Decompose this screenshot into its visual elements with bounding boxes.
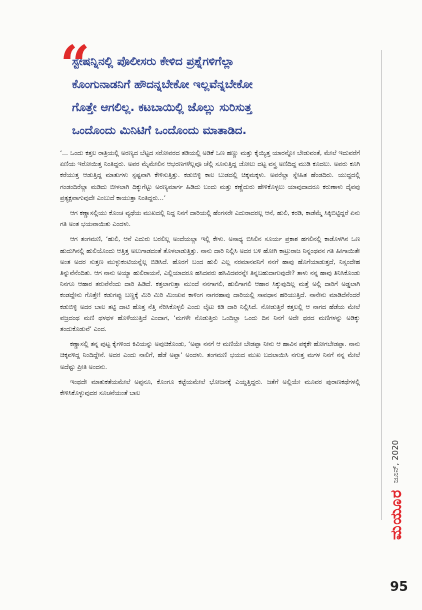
- body-paragraph: ಕಣ್ಣಾಸಲ್ಲಿ ತನ್ನ ಪುಟ್ಟ ಕೈಗಳಿಂದ ಕಿವಿಯನ್ನು ಅವುಚಿಕೊಂಡು, ‘ಅಪ್ಪಾ ನನಗೆ ಆ ಮಣಿಯೇ ಬೇಡಪ್ಪಾ ನೀನು ಆ ಹಾವಿನ ಪಕ್ಕಕೇ ಹೋಗಬೇಡಪ್ಪಾ. ನಾನು ಚಿಕ್ಕವಳಿದ್ದ ನಿಂದಿದ್ದೇನೆ. ಅದರ ಎಂದು ನಾಲಿಗೆ, ಹೆಡೆ ಅಪ್ಪಾ’ ಅಂದಳು. ತಂಗಮಣಿ ಭಯದ ಮುಖ ಬದಲಾಯಿಸಿ ನಗುತ್ತ ಮಗಳ ನಿನಗೆ ನನ್ನ ಮೇಲೆ ಅದೆಷ್ಟು ಪ್ರೀತಿ ಅಂದನು.: [60, 341, 360, 371]
- body-paragraph: ‘... ಒಂದು ಕತ್ತಲ ರಾತ್ರಿಯಲ್ಲಿ ಅರಣ್ಯದ ಬೆಟ್ಟದ ಸರೋವರದ ತಡಿಯಲ್ಲಿ ಅಡಿಕೆ ಒಣ ಹಣ್ಣು ಮತ್ತು ಕೈಯ್ಯಿತ್ತ ಯಾರನ್ನೋ ಬೇಡುವಂತೆ, ಮೇಲೆ ಇದುವರೆಗೆ ಏಣಿಯ ಇರೋಯಿತ್ತ ನಿಂತಿದ್ದರು. ಅವರ ಮೈಮೇಲಿನ ಆಭರಣಗಳೆಲ್ಲವೂ ಚೆಲ್ಲಿ ಸೂಸುತ್ತಿದ್ದ ಜೋಲು ದಟ್ಟ ವಸ್ತ್ರ ಅಣಿದಿದ್ದ ಮುಡಿ ಕೂದಲು. ಅವರು ಕೂಗಿ ಕರೆಯುತ್ತ ಆಡುತ್ತಿದ್ದ ಮಾತುಗಳು ಸ್ಪಷ್ಟವಾಗಿ ಕೇಳಿಸುತ್ತಿತ್ತು. ಕಡುಬಿಳ್ಳಿ ಕಾಲ ಬುಡದಲ್ಲಿ ಚಿಕ್ಕಮಕ್ಕಳು. ಅವರೆಲ್ಲಾ ಸ್ನೇಹಿತ ಹೆಂಡದಿರು. ಯುದ್ಧದಲ್ಲಿ ಗಂಡಂದಿರೆಲ್ಲಾ ಮಡಿದು ಬೀಳಲಾಗಿ ದಿಕ್ಕುಗೆಟ್ಟು ಅರಣ್ಯಮಾರ್ಗ ಹಿಡಿದು ಬಂದು ಮತ್ತು ಕಣ್ಣೆದುರು ಹೇಳಿಕೊಳ್ಳಲು ಯಾವುದಾದರೂ ಕರುಣಾಳು ದೈವವು ಪ್ರತ್ಯಕ್ಷವಾಗುವುದೇ ಎಂಬುದೆ ಕಾಯುತ್ತಾ ನಿಂತಿದ್ದರು...’: [60, 150, 360, 202]
- page-number: 95: [389, 580, 409, 595]
- pull-quote-line: ಕೊಂಗುನಾಡನಿಗೆ ಹೌದನ್ನಬೇಕೋ ಇಲ್ಲವೆನ್ನಬೇಕೋ: [72, 77, 253, 91]
- pull-quote: [60, 35, 372, 142]
- magazine-logo: ಮಯೂರ: [387, 488, 405, 540]
- body-paragraph: ಇಂಥದೇ ಮಾತುಕತೆಯಮೇಲೆ ಅಪ್ಪನೂ, ಕೊಂಗೂ ಕಟ್ಟೆಯಮೇಲೆ ಭೋಜನಕ್ಕೆ ಎಯ್ದತ್ತಿದ್ದರು. ಜತೆಗೆ ಅಲ್ಲಿಯೇ ಮೂವರ ಪುರಾಣಕಥೆಗಳಲ್ಲಿ ಕೇಳಿಸಿಕೊಳ್ಳುವುದರ ಸೂಚನೆಯಂತೆ ಬಾಲ: [60, 378, 360, 398]
- issue-date: ಜೂನ್, 2020: [391, 440, 400, 483]
- margin-divider: [381, 50, 382, 520]
- pull-quote-line: ಒಂದೊಂದು ಮಿನಿಟಿಗೆ ಒಂದೊಂದು ಮಾತಾಡಿದ.: [72, 123, 247, 137]
- quote-mark-icon: “: [60, 35, 90, 96]
- body-paragraph: ಆಗ ಕಣ್ಣಾಸಲ್ಲಿಯು ಕೊಂಚ ವ್ಯಥೆಯ ಮುಖದಲ್ಲಿ ನಿದ್ದ ನಿನಗೆ ದಾರಿಯಲ್ಲಿ ಹೆಂಗಸರೇ ಎದುರಾದರಲ್ಲ ಆನೆ, ಹುಲಿ, ಕರಡಿ, ಕಾಡೆಮ್ಮೆ ಸಿಕ್ಕಿಬಿಟ್ಟಿದ್ದರೆ ಏನು ಗತಿ ಅಂತ ಭಯವಾಯಿತು ಎಂದಳು.: [60, 210, 360, 229]
- article-body: [60, 148, 360, 403]
- pull-quote-line: ಸ್ಟೇಷನ್ನಿನಲ್ಲಿ ಪೊಲೀಸರು ಕೇಳಿದ ಪ್ರಶ್ನೆಗಳಿಗೆಲ್ಲಾ: [72, 54, 235, 68]
- pull-quote-line: ಗೊತ್ತೇ ಆಗಲಿಲ್ಲ. ಕಟಬಾಯಿಲ್ಲಿ ಜೊಲ್ಲು ಸುರಿಸುತ್ತ: [72, 100, 252, 114]
- body-paragraph: ಆಗ ತಂಗಮಣಿ, ‘ಹುಲಿ, ಆನೆ ಎದುರು ಬರಲಿಲ್ಲ ಅಂದೆಯಲ್ಲಾ ಇಲ್ಲಿ ಕೇಳು. ಅಸಾಧ್ಯ ಬಿಸಿಲಿನ ಸೂರ್ಯ ಪ್ರಕಾಶ ಹಗಲಿನಲ್ಲಿ ಕಾಡೊಳಗಿನ ಒಣ ಹುದುಗಿನಲ್ಲಿ ಹುಲಿಯೊಂದು ಆತ್ತಿತ್ತ ಅಲುಗಾಡದಂತೆ ತೊಳಲಾಡುತ್ತಿತ್ತು. ನಾನು ದಾರಿ ನಿಲ್ಲಿಸಿ ಅದರ ಬಳಿ ಹೋಗಿ ಕಾಟ್ರುರಾಜ ನಿನ್ನಂಥವನ ಗತಿ ಹೀಗಾಯಿತೇ ಅಂತ ಅದರ ಸುತ್ತಣ ಮುಳ್ಳುಕಂಟಿಯನ್ನೆಲ್ಲ ಬಿಡಿಸಿದೆ. ಹೊರಗೆ ಬಂದ ಹುಲಿ ಎಲ್ಲ ನರಮಾನವನಿಗೆ ನನಗೆ ಹಾವು ಹೊಗೆಯಾಡುತ್ತದೆ, ನಿಸ್ಸಂದೇಹ ತಿನ್ನುವೆನೆಂದಿತು. ಆಗ ನಾನು ಅಯ್ಯಾ ಹುಲಿರಾಯನೆ, ಎಲ್ಲಿಯಾದರೂ ಹಸಿದವರು ಹಸಿವಿದವರನ್ನೇ ತಿನ್ನಬಹುದಾಗುವುದೇ? ತಾಳು ನನ್ನ ಹಾವು ತಿನಿಸಿಕೊಂಡು ನಿನಗೂ ಆಹಾರ ತರುವೆನೆಂದು ದಾರಿ ಹಿಡಿದೆ. ಕತ್ತಲಾಗುತ್ತಾ ಮುಂದೆ ನನಗಾಗಲಿ, ಹುಲಿಗಾಗಲಿ ಆಹಾರ ಸಿಕ್ಕುವುದಿಲ್ಲ ಮತ್ತೆ ಅಲ್ಲಿ ದಾರಿಗೆ ಅಡ್ಡಲಾಗಿ ಕಂಡದ್ದೇನು ಗೊತ್ತೇ! ಕಡುಗಪ್ಪು ಬಣ್ಣಕ್ಕೆ ಮಿರಿ ಮಿರಿ ಮಿಂಚುವ ಕಾಳಿಂಗ ನಾಗರಹಾವು ದಾರಿಯಲ್ಲಿ ಸಾವಧಾನ ಹರಿಯುತ್ತಿದೆ. ನಾನೇನು ಮಾಡಿದೆನೆಂದರೆ ಕಡುಬಿಳ್ಳಿ ಅದರ ಬಾಲ ತಟ್ಟಿ ದಾಟಿ ಹೊತ್ತ ನೆತ್ತಿ ನೆರಿಸಿಕೊಳ್ಳಲಿ ಎಂದು ಲೈಟು ಕಿಡಿ ದಾರಿ ನಿಲ್ಲಿಸಿದೆ. ನೋಡುತ್ತಿರೆ ಕತ್ತಲಲ್ಲಿ ಆ ನಾಗದ ಹೆಡೆಯ ಮೇಲೆ ವಜ್ರದಂಥ ಮಣಿ ಥಳಥಳ ಹೊಳೆಯುತ್ತಿದೆ ಎಂದಾಗ, ‘ಮಗಳೇ ನೊಡುತ್ತಿರು ಒಂದಿಲ್ಲಾ ಒಂದು ದಿನ ನಿನಗೆ ಅದೇ ಥರದ ಮಣಿಗಳನ್ನು ಅಡಿಕ್ಕು ತಂದುಕೊಡುವೆ’ ಎಂದ.: [60, 236, 360, 334]
